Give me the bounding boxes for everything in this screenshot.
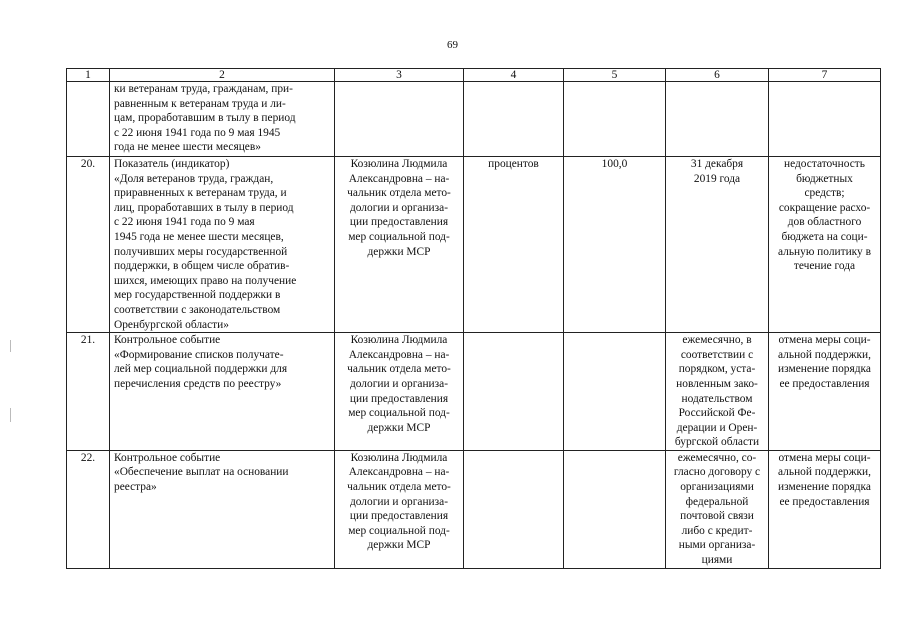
unit-cell (464, 333, 564, 451)
cell-text-line: 31 декабря (690, 158, 744, 170)
scan-margin-mark (10, 408, 11, 422)
table-row (67, 82, 881, 157)
cell-text-line: равненным к ветеранам труда и ли- (114, 97, 286, 110)
cell-text-line: ции предоставления (349, 392, 449, 405)
cell-text-line: Оренбургской области» (114, 318, 229, 331)
cell-text-line: поддержки, в общем числе обратив- (114, 260, 290, 273)
cell-text-line: изменение порядка (778, 481, 871, 494)
cell-text-line: Показатель (индикатор) (114, 158, 230, 170)
cell-text-line: мер государственной поддержки в (114, 289, 281, 302)
cell-text-line: 2019 года (693, 172, 741, 185)
cell-text-line: нодательством (681, 392, 753, 405)
column-number: 4 (464, 69, 564, 82)
cell-text-line: недостаточность (784, 158, 865, 170)
cell-text-line: чальник отдела мето- (347, 187, 451, 200)
cell-text-line: бургской области (674, 436, 760, 449)
table-row (67, 333, 881, 451)
column-number: 1 (67, 69, 110, 82)
cell-text-line: ежемесячно, в (682, 334, 752, 347)
cell-text-line: Козюлина Людмила (350, 334, 448, 347)
column-number: 5 (564, 69, 666, 82)
indicator-name-cell (110, 333, 335, 451)
cell-text-line: Контрольное событие (114, 334, 221, 347)
cell-text-line: реестра» (114, 481, 157, 494)
cell-text-line: процентов (488, 158, 539, 170)
cell-text-line: средств; (804, 187, 845, 200)
column-number: 2 (110, 69, 335, 82)
responsible-person-cell (335, 333, 464, 451)
risk-cell (769, 82, 881, 157)
deadline-cell (666, 157, 769, 333)
cell-text-line: отмена меры соци- (778, 334, 871, 347)
cell-text-line: 100,0 (601, 158, 628, 170)
cell-text-line: течение года (793, 260, 856, 273)
cell-text-line: приравненных к ветеранам труда, и (114, 187, 287, 200)
cell-text-line: лей мер социальной поддержки для (114, 363, 288, 376)
cell-text-line: циями (701, 554, 733, 567)
cell-text-line: соответствии с (680, 348, 754, 361)
scan-margin-mark (10, 340, 11, 352)
deadline-cell (666, 333, 769, 451)
cell-text-line: Александровна – на- (348, 348, 450, 361)
cell-text-line: Российской Фе- (678, 407, 756, 420)
cell-text-line: «Обеспечение выплат на основании (114, 466, 289, 479)
cell-text-line: ее предоставления (779, 377, 870, 390)
row-number-cell: 20. (67, 157, 110, 333)
responsible-person-cell (335, 450, 464, 568)
column-number-row (67, 69, 881, 82)
cell-text-line: с 22 июня 1941 года по 9 мая 1945 (114, 126, 281, 139)
cell-text-line: либо с кредит- (681, 524, 753, 537)
cell-text-line: держки МСР (367, 539, 431, 552)
cell-text-line: шихся, имеющих право на получение (114, 274, 297, 287)
cell-text-line: альной поддержки, (778, 466, 871, 479)
column-number: 6 (666, 69, 769, 82)
table-row (67, 157, 881, 333)
cell-text-line: Александровна – на- (348, 466, 450, 479)
cell-text-line: 1945 года не менее шести месяцев, (114, 230, 284, 243)
cell-text-line: организациями (680, 481, 754, 494)
cell-text-line: дов областного (787, 216, 862, 229)
deadline-cell (666, 82, 769, 157)
cell-text-line: изменение порядка (778, 363, 871, 376)
cell-text-line: соответствии с законодательством (114, 303, 281, 316)
cell-text-line: мер социальной под- (348, 407, 450, 420)
responsible-person-cell (335, 157, 464, 333)
cell-text-line: отмена меры соци- (778, 451, 871, 464)
table-row (67, 450, 881, 568)
page-number: 69 (447, 39, 458, 51)
cell-text-line: порядком, уста- (678, 363, 756, 376)
cell-text-line: перечисления средств по реестру» (114, 377, 282, 390)
cell-text-line: лиц, проработавших в тылу в период (114, 201, 294, 214)
cell-text-line: года не менее шести месяцев» (114, 141, 261, 154)
value-cell (564, 82, 666, 157)
cell-text-line: цам, проработавшим в тылу в период (114, 112, 296, 125)
cell-text-line: ее предоставления (779, 495, 870, 508)
row-number-cell (67, 82, 110, 157)
column-number: 3 (335, 69, 464, 82)
cell-text-line: бюджета на соци- (781, 230, 868, 243)
cell-text-line: сокращение расхо- (778, 201, 871, 214)
cell-text-line: Александровна – на- (348, 172, 450, 185)
unit-cell (464, 157, 564, 333)
cell-text-line: чальник отдела мето- (347, 481, 451, 494)
unit-cell (464, 82, 564, 157)
cell-text-line: мер социальной под- (348, 524, 450, 537)
cell-text-line: с 22 июня 1941 года по 9 мая (114, 216, 255, 229)
cell-text-line: Козюлина Людмила (350, 451, 448, 464)
cell-text-line: гласно договору с (673, 466, 761, 479)
cell-text-line: альной поддержки, (778, 348, 871, 361)
cell-text-line: получивших меры государственной (114, 245, 288, 258)
row-number-cell: 21. (67, 333, 110, 451)
indicator-name-cell (110, 450, 335, 568)
cell-text-line: «Формирование списков получате- (114, 348, 284, 361)
cell-text-line: мер социальной под- (348, 230, 450, 243)
cell-text-line: дологии и организа- (349, 495, 449, 508)
value-cell (564, 450, 666, 568)
cell-text-line: дологии и организа- (349, 201, 449, 214)
indicator-name-cell (110, 157, 335, 333)
risk-cell (769, 333, 881, 451)
column-number: 7 (769, 69, 881, 82)
responsible-person-cell (335, 82, 464, 157)
row-number-cell: 22. (67, 450, 110, 568)
cell-text-line: бюджетных (796, 172, 853, 185)
value-cell (564, 157, 666, 333)
cell-text-line: дологии и организа- (349, 377, 449, 390)
cell-text-line: держки МСР (367, 245, 431, 258)
cell-text-line: ки ветеранам труда, гражданам, при- (114, 83, 293, 95)
cell-text-line: держки МСР (367, 421, 431, 434)
cell-text-line: ции предоставления (349, 216, 449, 229)
cell-text-line: дерации и Орен- (676, 421, 758, 434)
cell-text-line: чальник отдела мето- (347, 363, 451, 376)
value-cell (564, 333, 666, 451)
risk-cell (769, 157, 881, 333)
unit-cell (464, 450, 564, 568)
cell-text-line: ежемесячно, со- (677, 451, 757, 464)
indicator-name-cell (110, 82, 335, 157)
indicators-table (66, 68, 881, 569)
cell-text-line: Козюлина Людмила (350, 158, 448, 170)
cell-text-line: федеральной (685, 495, 749, 508)
cell-text-line: альную политику в (778, 245, 871, 258)
deadline-cell (666, 450, 769, 568)
cell-text-line: почтовой связи (680, 510, 754, 523)
cell-text-line: «Доля ветеранов труда, граждан, (114, 172, 274, 185)
risk-cell (769, 450, 881, 568)
cell-text-line: новленным зако- (676, 377, 758, 390)
cell-text-line: ными организа- (678, 539, 756, 552)
cell-text-line: Контрольное событие (114, 451, 221, 464)
cell-text-line: ции предоставления (349, 510, 449, 523)
